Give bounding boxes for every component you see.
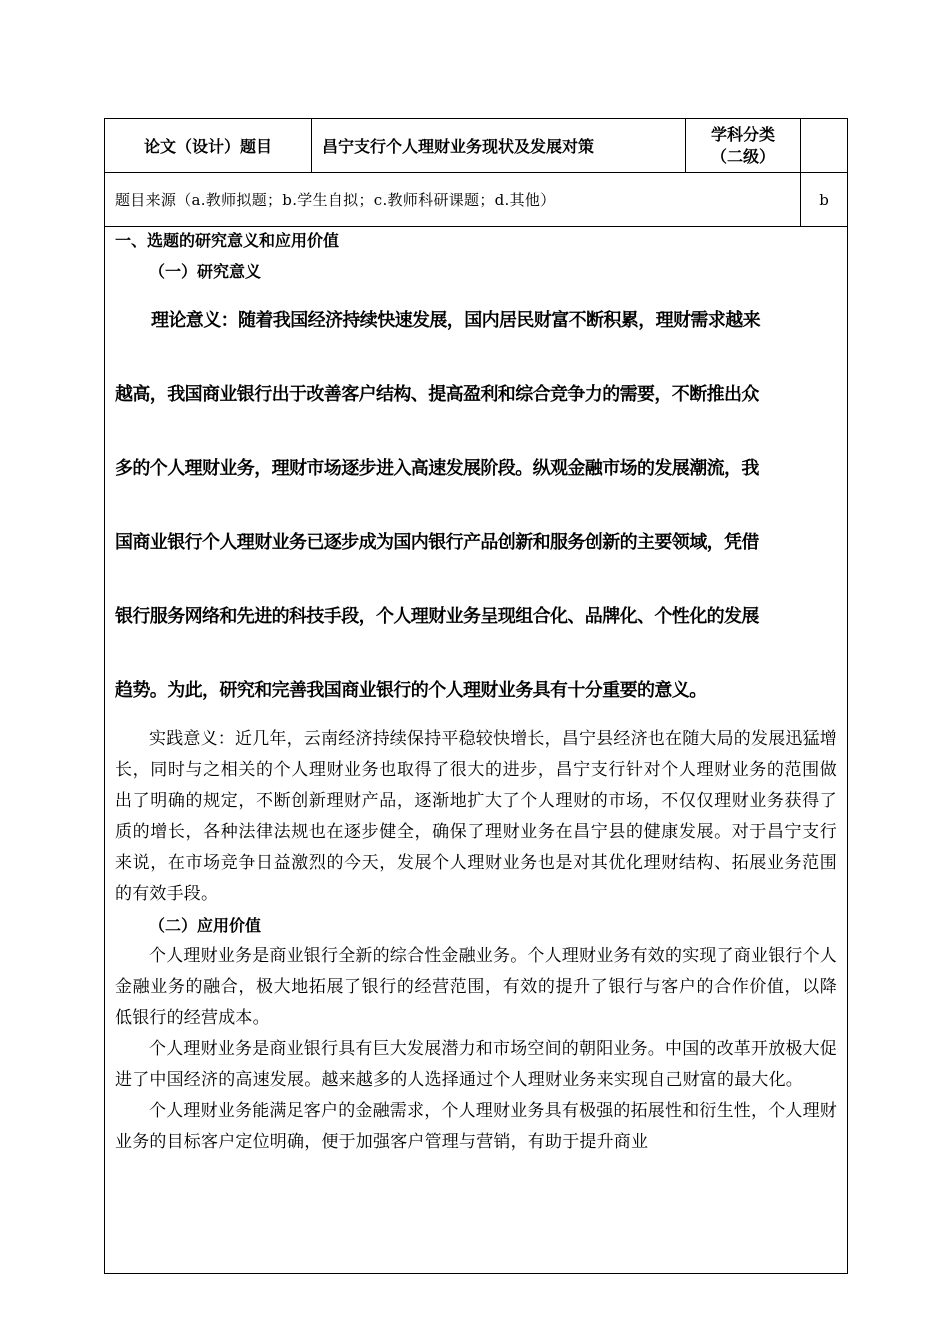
discipline-category-label-line1: 学科分类 bbox=[710, 124, 775, 144]
subsection-heading-application-value: （二）应用价值 bbox=[149, 916, 262, 935]
title-row bbox=[105, 119, 848, 173]
content-row bbox=[105, 227, 848, 1274]
theory-line: 银行服务网络和先进的科技手段，个人理财业务呈现组合化、品牌化、个性化的发展 bbox=[115, 606, 759, 627]
section-heading-significance: 一、选题的研究意义和应用价值 bbox=[115, 231, 340, 250]
theory-line: 国商业银行个人理财业务已逐步成为国内银行产品创新和服务创新的主要领域，凭借 bbox=[115, 532, 759, 553]
discipline-category-value bbox=[801, 119, 848, 173]
proposal-body bbox=[105, 227, 848, 1274]
theory-line: 多的个人理财业务，理财市场逐步进入高速发展阶段。纵观金融市场的发展潮流，我 bbox=[115, 458, 759, 479]
application-value-paragraph: 个人理财业务能满足客户的金融需求，个人理财业务具有极强的拓展性和衍生性，个人理财业务的目标客户定位明确，便于加强客户管理与营销，有助于提升商业 bbox=[115, 1101, 837, 1152]
application-value-paragraph: 个人理财业务是商业银行具有巨大发展潜力和市场空间的朝阳业务。中国的改革开放极大促进了中国经济的高速发展。越来越多的人选择通过个人理财业务来实现自己财富的最大化。 bbox=[115, 1039, 837, 1090]
subsection-heading-research-significance: （一）研究意义 bbox=[149, 262, 262, 281]
application-value-paragraph: 个人理财业务是商业银行全新的综合性金融业务。个人理财业务有效的实现了商业银行个人金融业务的融合，极大地拓展了银行的经营范围，有效的提升了银行与客户的合作价值，以降低银行的经营成本。 bbox=[115, 946, 837, 1028]
practical-significance-paragraph: 实践意义：近几年，云南经济持续保持平稳较快增长，昌宁县经济也在随大局的发展迅猛增长，同时与之相关的个人理财业务也取得了很大的进步，昌宁支行针对个人理财业务的范围做出了明确的规定，不断创新理财产品，逐渐地扩大了个人理财的市场，不仅仅理财业务获得了质的增长，各种法律法规也在逐步健全，确保了理财业务在昌宁县的健康发展。对于昌宁支行来说，在市场竞争日益激烈的今天，发展个人理财业务也是对其优化理财结构、拓展业务范围的有效手段。 bbox=[115, 729, 837, 904]
thesis-title-label: 论文（设计）题目 bbox=[105, 119, 312, 173]
topic-source-value: b bbox=[801, 173, 848, 227]
proposal-form-table bbox=[104, 118, 848, 1274]
source-row bbox=[105, 173, 848, 227]
theory-line: 趋势。为此，研究和完善我国商业银行的个人理财业务具有十分重要的意义。 bbox=[115, 680, 707, 701]
thesis-title-value: 昌宁支行个人理财业务现状及发展对策 bbox=[312, 119, 686, 173]
theoretical-significance-block bbox=[115, 284, 837, 728]
topic-source-label: 题目来源（a.教师拟题；b.学生自拟；c.教师科研课题；d.其他） bbox=[105, 173, 801, 227]
discipline-category-label-line2: （二级） bbox=[710, 146, 775, 166]
theory-line: 理论意义：随着我国经济持续快速发展，国内居民财富不断积累，理财需求越来 bbox=[151, 310, 760, 331]
theory-line: 越高，我国商业银行出于改善客户结构、提高盈利和综合竞争力的需要，不断推出众 bbox=[115, 384, 759, 405]
discipline-category-label bbox=[686, 119, 801, 173]
